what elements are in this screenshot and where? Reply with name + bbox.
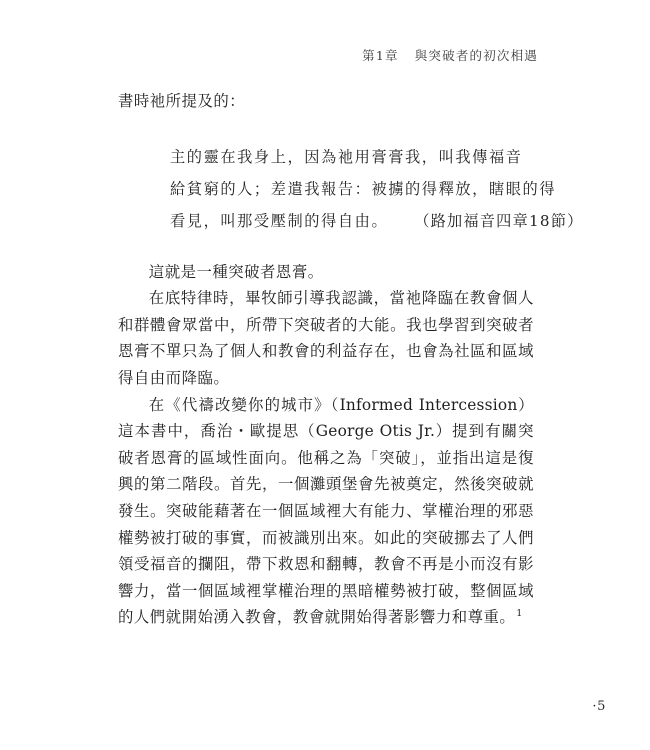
paragraph-3-part-1: 在《代禱改變你的城市》（ xyxy=(148,395,340,414)
paragraph-1: 這就是一種突破者恩膏。 xyxy=(148,262,324,281)
book-title-english: Informed Intercession xyxy=(339,395,518,414)
scripture-quotation xyxy=(118,141,584,237)
footnote-reference-marker: 1 xyxy=(516,608,523,620)
paragraph-3-part-3: ）提到有關突破者恩膏的區域性面向。他稱之為「突破」，並指出這是復興的第二階段。首先，一個灘頭堡會先被奠定，然後突破就發生。突破能藉著在一個區域裡大有能力、掌權治理的邪惡權勢被打破的事實，而被識別出來。如此的突破挪去了人們領受福音的攔阻，帶下救恩和翻轉，教會不再是小而沒有影響力，當一個區域裡掌權治理的黑暗權勢被打破，整個區域的人們就開始湧入教會，教會就開始得著影響力和尊重。 xyxy=(118,422,534,627)
quote-line-3 xyxy=(170,205,584,237)
running-head-chapter-title: 與突破者的初次相遇 xyxy=(414,48,538,63)
quote-line-3-text: 看見，叫那受壓制的得自由。 xyxy=(170,211,389,230)
page-number: ·5 xyxy=(592,699,606,714)
paragraph-3 xyxy=(118,392,534,631)
opening-line: 書時祂所提及的： xyxy=(118,92,246,110)
running-head xyxy=(0,46,538,64)
author-name-english: George Otis Jr. xyxy=(315,422,436,441)
spacer-before-quote xyxy=(118,115,534,141)
paragraph-3-part-2: ）這本書中，喬治・歐提思（ xyxy=(118,395,534,441)
quote-line-1: 主的靈在我身上，因為祂用膏膏我，叫我傳福音 xyxy=(170,147,523,166)
running-head-chapter-number: 第1章 xyxy=(362,48,399,63)
body-text-column xyxy=(118,88,584,631)
spacer-after-quote xyxy=(118,237,534,259)
scripture-reference: （路加福音四章18節） xyxy=(414,211,584,230)
paragraph-2: 在底特律時，畢牧師引導我認識，當祂降臨在教會個人和群體會眾當中，所帶下突破者的大能。我也學習到突破者恩膏不單只為了個人和教會的利益存在，也會為社區和區域得自由而降臨。 xyxy=(118,289,534,387)
quote-line-2: 給貧窮的人；差遣我報告：被擄的得釋放，瞎眼的得 xyxy=(170,179,557,198)
